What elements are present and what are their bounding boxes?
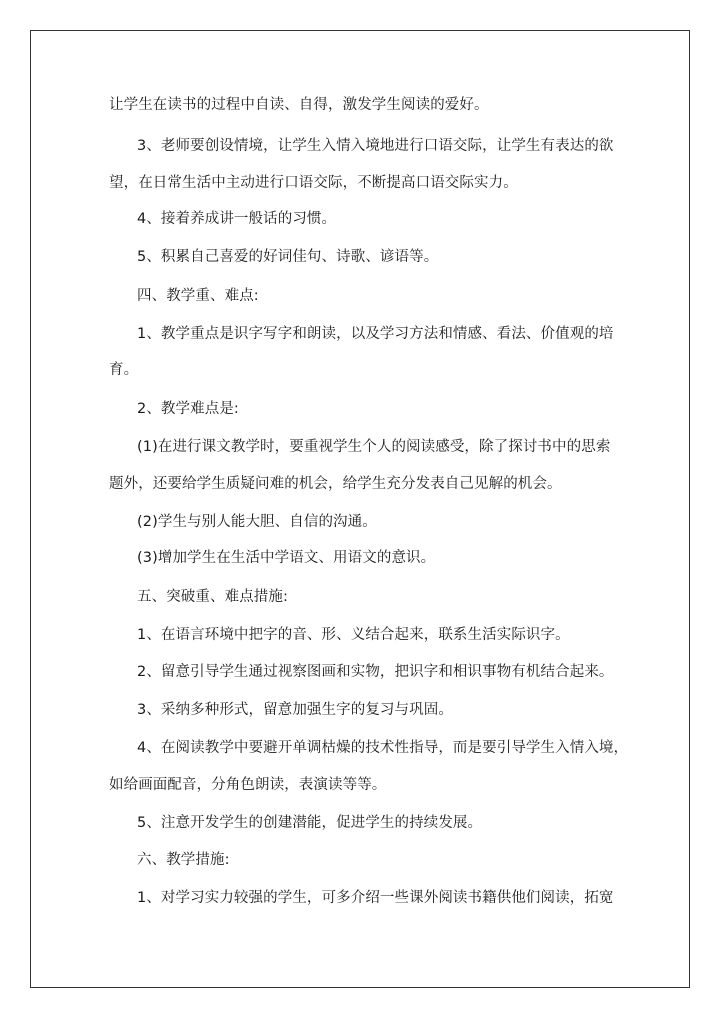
text-line: 育。: [109, 362, 139, 378]
text-line: (1)在进行课文教学时，要重视学生个人的阅读感受，除了探讨书中的思索: [137, 439, 611, 455]
text-line: 1、教学重点是识字写字和朗读，以及学习方法和情感、看法、价值观的培: [137, 326, 614, 342]
text-line: (2)学生与别人能大胆、自信的沟通。: [137, 514, 377, 530]
text-line: (3)增加学生在生活中学语文、用语文的意识。: [137, 550, 436, 566]
section-heading: 六、教学措施:: [137, 852, 230, 868]
text-line: 5、注意开发学生的创建潜能，促进学生的持续发展。: [137, 815, 483, 831]
text-line: 1、对学习实力较强的学生，可多介绍一些课外阅读书籍供他们阅读，拓宽: [137, 890, 614, 906]
text-line: 题外，还要给学生质疑问难的机会，给学生充分发表自己见解的机会。: [109, 476, 562, 492]
text-line: 5、积累自己喜爱的好词佳句、诗歌、谚语等。: [137, 249, 439, 265]
section-heading: 四、教学重、难点:: [137, 288, 259, 304]
text-line: 2、留意引导学生通过视察图画和实物，把识字和相识事物有机结合起来。: [137, 664, 614, 680]
text-line: 4、接着养成讲一般话的习惯。: [137, 211, 337, 227]
text-line: 3、老师要创设情境，让学生入情入境地进行口语交际，让学生有表达的欲: [137, 138, 614, 154]
text-line: 1、在语言环境中把字的音、形、义结合起来，联系生活实际识字。: [137, 627, 570, 643]
section-heading: 五、突破重、难点措施:: [137, 589, 288, 605]
text-line: 让学生在读书的过程中自读、自得，激发学生阅读的爱好。: [109, 97, 489, 113]
text-line: 2、教学难点是:: [137, 401, 239, 417]
text-line: 如给画面配音，分角色朗读，表演读等等。: [109, 777, 387, 793]
text-line: 3、采纳多种形式，留意加强生字的复习与巩固。: [137, 702, 453, 718]
text-line: 望，在日常生活中主动进行口语交际，不断提高口语交际实力。: [109, 175, 518, 191]
text-line: 4、在阅读教学中要避开单调枯燥的技术性指导，而是要引导学生入情入境，: [137, 740, 629, 756]
